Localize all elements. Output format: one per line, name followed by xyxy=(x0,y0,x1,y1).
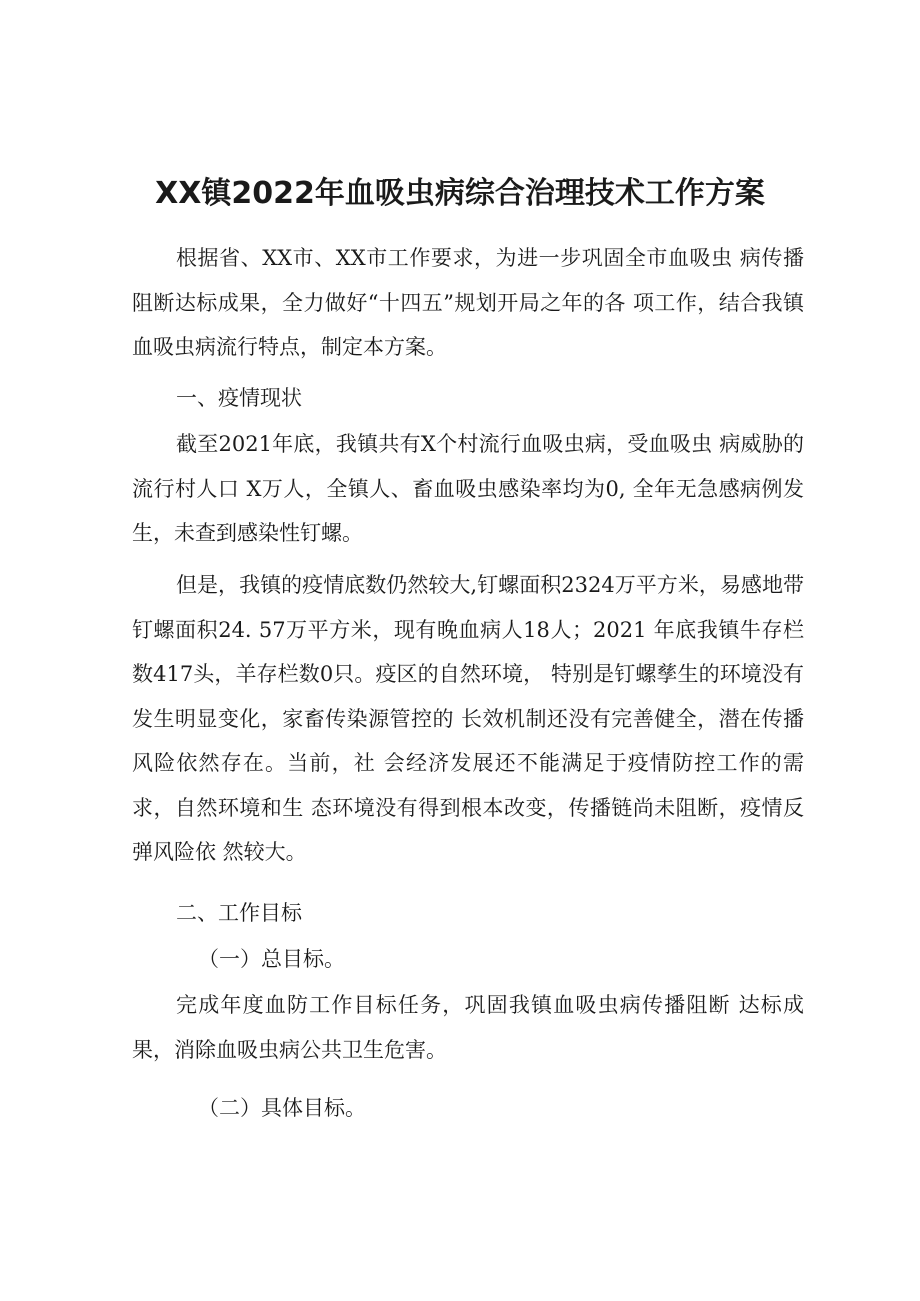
section2-heading-block xyxy=(132,891,804,936)
section2-subheading-1: （一）总目标。 xyxy=(198,947,345,971)
section2-sub1-para-block xyxy=(132,983,804,1072)
section1-heading-block xyxy=(132,376,804,421)
section2-heading: 二、工作目标 xyxy=(176,901,302,925)
section2-subheading-1-paragraph: 完成年度血防工作目标任务，巩固我镇血吸虫病传播阻断 达标成果，消除血吸虫病公共卫生危害。 xyxy=(132,993,804,1062)
section2-sub1-block xyxy=(132,937,804,982)
section1-paragraph-1: 截至2021年底，我镇共有X个村流行血吸虫病，受血吸虫 病威胁的流行村人口 X万人，全镇人、畜血吸虫感染率均为0, 全年无急感病例发生，未查到感染性钉螺。 xyxy=(132,432,804,545)
intro-paragraph: 根据省、XX市、XX市工作要求，为进一步巩固全市血吸虫 病传播阻断达标成果，全力做好“十四五”规划开局之年的各 项工作，结合我镇血吸虫病流行特点，制定本方案。 xyxy=(132,246,804,359)
intro-paragraph-block xyxy=(132,236,804,370)
section1-heading: 一、疫情现状 xyxy=(176,386,302,410)
section2-subheading-2: （二）具体目标。 xyxy=(198,1096,366,1120)
section2-sub2-block xyxy=(132,1086,804,1131)
section1-paragraph-2: 但是，我镇的疫情底数仍然较大,钉螺面积2324万平方米，易感地带钉螺面积24. 57万平方米，现有晚血病人18人；2021 年底我镇牛存栏数417头，羊存栏数0只。疫区的自然环境， 特别是钉螺孳生的环境没有发生明显变化，家畜传染源管控的 长效机制还没有完善健全，潜在传播风险依然存在。当前，社 会经济发展还不能满足于疫情防控工作的需求，自然环境和生 态环境没有得到根本改变，传播链尚未阻断，疫情反弹风险依 然较大。 xyxy=(132,573,804,864)
section1-para2-block xyxy=(132,563,804,875)
section1-para1-block xyxy=(132,422,804,556)
document-title: XX镇2022年血吸虫病综合治理技术工作方案 xyxy=(155,176,765,211)
